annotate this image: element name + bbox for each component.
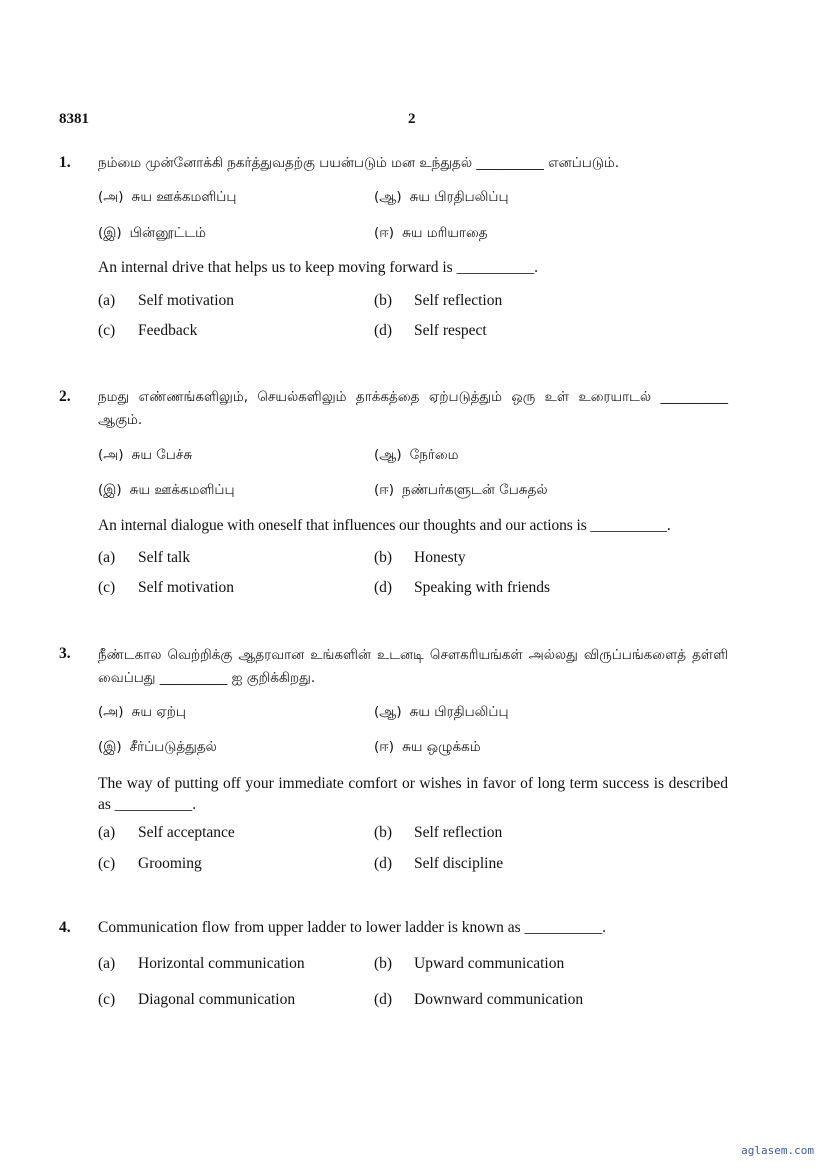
question-tamil: நமது எண்ணங்களிலும், செயல்களிலும் தாக்கத்தை ஏற்படுத்தும் ஒரு உள் உரையாடல் __________ ஆகும். bbox=[98, 389, 728, 428]
english-option: (d) Speaking with friends bbox=[374, 579, 551, 596]
english-option: (a) Self acceptance bbox=[98, 824, 235, 841]
english-option: (a) Self motivation bbox=[98, 292, 235, 309]
english-option: (a) Horizontal communication bbox=[98, 955, 305, 972]
question-english: Communication flow from upper ladder to lower ladder is known as __________. bbox=[98, 919, 606, 936]
tamil-option: (ஈ) நண்பர்களுடன் பேசுதல் bbox=[374, 482, 548, 498]
english-option: (d) Downward communication bbox=[374, 991, 584, 1008]
tamil-option: (அ) சுய ஏற்பு bbox=[98, 704, 186, 720]
english-option: (b) Self reflection bbox=[374, 824, 503, 841]
tamil-option: (ஈ) சுய ஒழுக்கம் bbox=[374, 739, 481, 755]
tamil-option: (அ) சுய ஊக்கமளிப்பு bbox=[98, 189, 237, 205]
question-english: The way of putting off your immediate comfort or wishes in favor of long term success is described as __________. bbox=[98, 775, 728, 813]
english-option: (d) Self discipline bbox=[374, 855, 504, 872]
tamil-option: (இ) சீர்ப்படுத்துதல் bbox=[98, 739, 217, 755]
tamil-option: (அ) சுய பேச்சு bbox=[98, 447, 193, 463]
tamil-option: (இ) சுய ஊக்கமளிப்பு bbox=[98, 482, 235, 498]
question-number: 3. bbox=[59, 645, 71, 662]
question-tamil: நம்மை முன்னோக்கி நகர்த்துவதற்கு பயன்படும் மன உந்துதல் __________ எனப்படும். bbox=[98, 155, 620, 171]
english-option: (a) Self talk bbox=[98, 549, 191, 566]
english-option: (c) Diagonal communication bbox=[98, 991, 296, 1008]
tamil-option: (ஆ) நேர்மை bbox=[374, 447, 459, 463]
question-english: An internal dialogue with oneself that influences our thoughts and our actions is __________. bbox=[98, 517, 671, 534]
question-number: 1. bbox=[59, 154, 71, 171]
tamil-option: (இ) பின்னூட்டம் bbox=[98, 225, 207, 241]
paper-code: 8381 bbox=[59, 111, 89, 127]
tamil-option: (ஈ) சுய மரியாதை bbox=[374, 225, 488, 241]
question-number: 4. bbox=[59, 919, 71, 936]
english-option: (d) Self respect bbox=[374, 322, 487, 339]
question-english: An internal drive that helps us to keep moving forward is __________. bbox=[98, 259, 538, 276]
english-option: (c) Grooming bbox=[98, 855, 202, 872]
question-number: 2. bbox=[59, 388, 71, 405]
english-option: (b) Self reflection bbox=[374, 292, 503, 309]
english-option: (c) Self motivation bbox=[98, 579, 235, 596]
question-tamil: நீண்டகால வெற்றிக்கு ஆதரவான உங்களின் உடனடி சௌகரியங்கள் அல்லது விருப்பங்களைத் தள்ளி வைப்பது __________ ஐ குறிக்கிறது. bbox=[98, 647, 728, 686]
tamil-option: (ஆ) சுய பிரதிபலிப்பு bbox=[374, 189, 509, 205]
source-link[interactable]: aglasem.com bbox=[741, 1144, 814, 1157]
page-number: 2 bbox=[408, 111, 416, 127]
tamil-option: (ஆ) சுய பிரதிபலிப்பு bbox=[374, 704, 509, 720]
english-option: (c) Feedback bbox=[98, 322, 198, 339]
english-option: (b) Honesty bbox=[374, 549, 466, 566]
english-option: (b) Upward communication bbox=[374, 955, 565, 972]
